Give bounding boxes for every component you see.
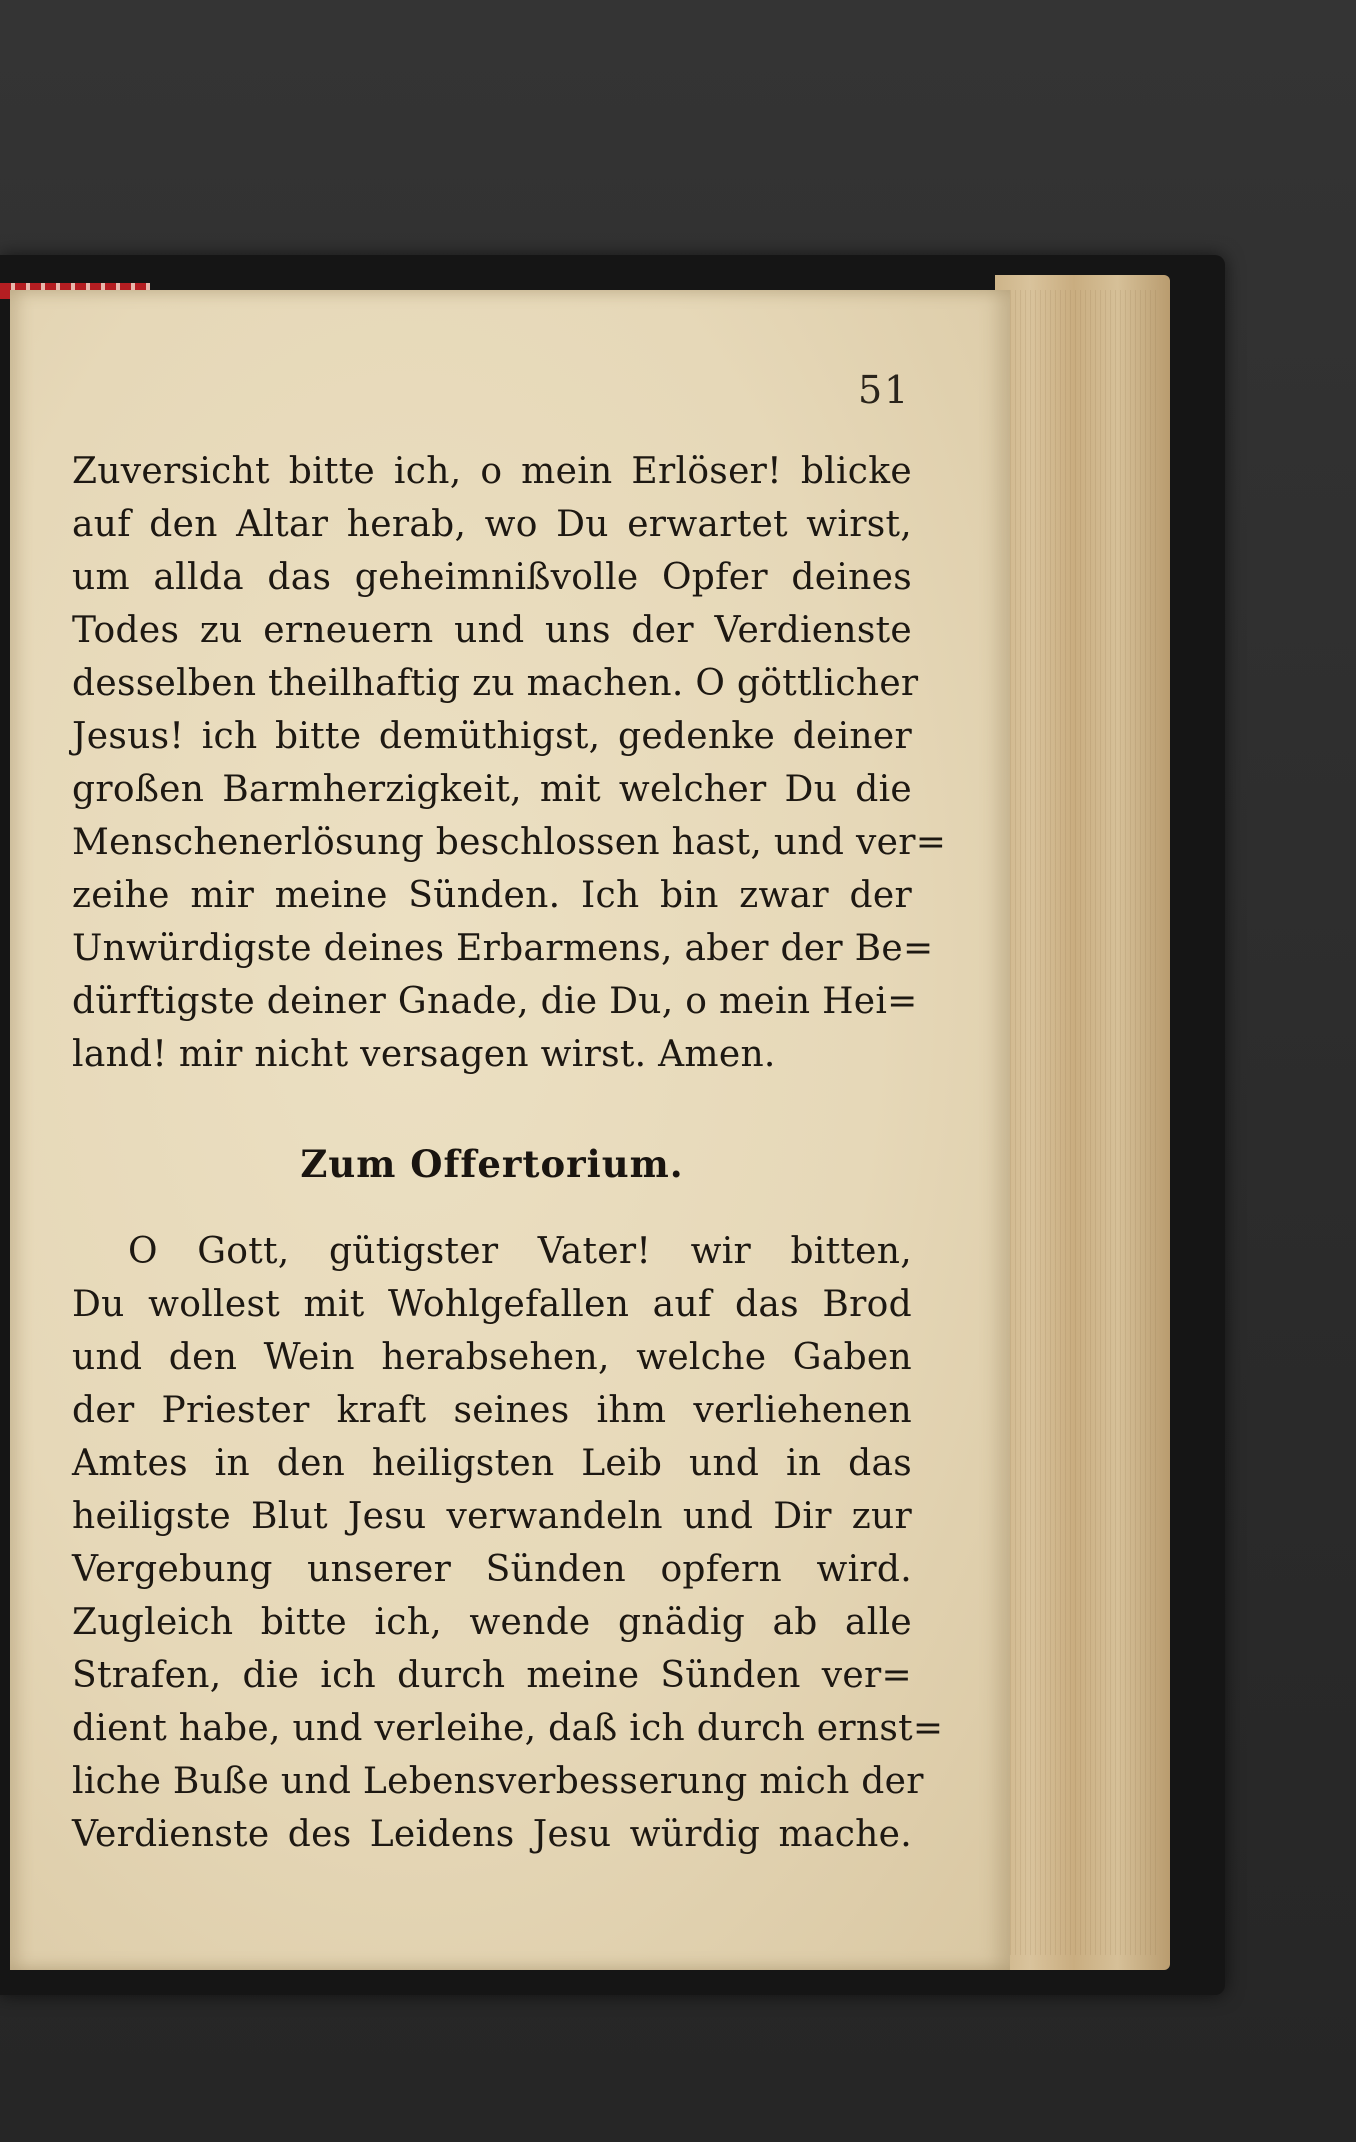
text-line: Amtes in den heiligsten Leib und in das (72, 1443, 912, 1484)
text-line: land! mir nicht versagen wirst. Amen. (72, 1034, 776, 1075)
text-line: dürftigste deiner Gnade, die Du, o mein Hei= (72, 981, 918, 1022)
text-line: Zugleich bitte ich, wende gnädig ab alle (72, 1602, 912, 1643)
paragraph-offertory-prayer (72, 1225, 944, 1861)
text-line: Verdienste des Leidens Jesu würdig mache. (72, 1814, 912, 1855)
text-line: der Priester kraft seines ihm verliehenen (72, 1390, 912, 1431)
text-line: auf den Altar herab, wo Du erwartet wirst, (72, 504, 912, 545)
page-number: 51 (858, 368, 911, 412)
text-line: um allda das geheimnißvolle Opfer deines (72, 557, 912, 598)
paragraph-prayer-conclusion (72, 445, 947, 1081)
text-line: Vergebung unserer Sünden opfern wird. (72, 1549, 912, 1590)
text-line: Zuversicht bitte ich, o mein Erlöser! blicke (72, 451, 912, 492)
text-line: Menschenerlösung beschlossen hast, und ver= (72, 822, 947, 863)
text-line: Strafen, die ich durch meine Sünden ver= (72, 1655, 912, 1696)
text-line: großen Barmherzigkeit, mit welcher Du die (72, 769, 912, 810)
text-line: Todes zu erneuern und uns der Verdienste (72, 610, 912, 651)
section-heading: Zum Offertorium. (300, 1142, 684, 1186)
text-line: dient habe, und verleihe, daß ich durch ernst= (72, 1708, 944, 1749)
text-line: heiligste Blut Jesu verwandeln und Dir zur (72, 1496, 912, 1537)
text-line: zeihe mir meine Sünden. Ich bin zwar der (72, 875, 912, 916)
text-line: Unwürdigste deines Erbarmens, aber der Be= (72, 928, 934, 969)
page-edges-texture (1010, 290, 1160, 1955)
text-line: und den Wein herabsehen, welche Gaben (72, 1337, 912, 1378)
text-line: O Gott, gütigster Vater! wir bitten, (128, 1231, 912, 1272)
text-line: desselben theilhaftig zu machen. O göttlicher (72, 663, 919, 704)
text-line: Jesus! ich bitte demüthigst, gedenke deiner (72, 716, 912, 757)
text-line: liche Buße und Lebensverbesserung mich der (72, 1761, 924, 1802)
text-line: Du wollest mit Wohlgefallen auf das Brod (72, 1284, 912, 1325)
